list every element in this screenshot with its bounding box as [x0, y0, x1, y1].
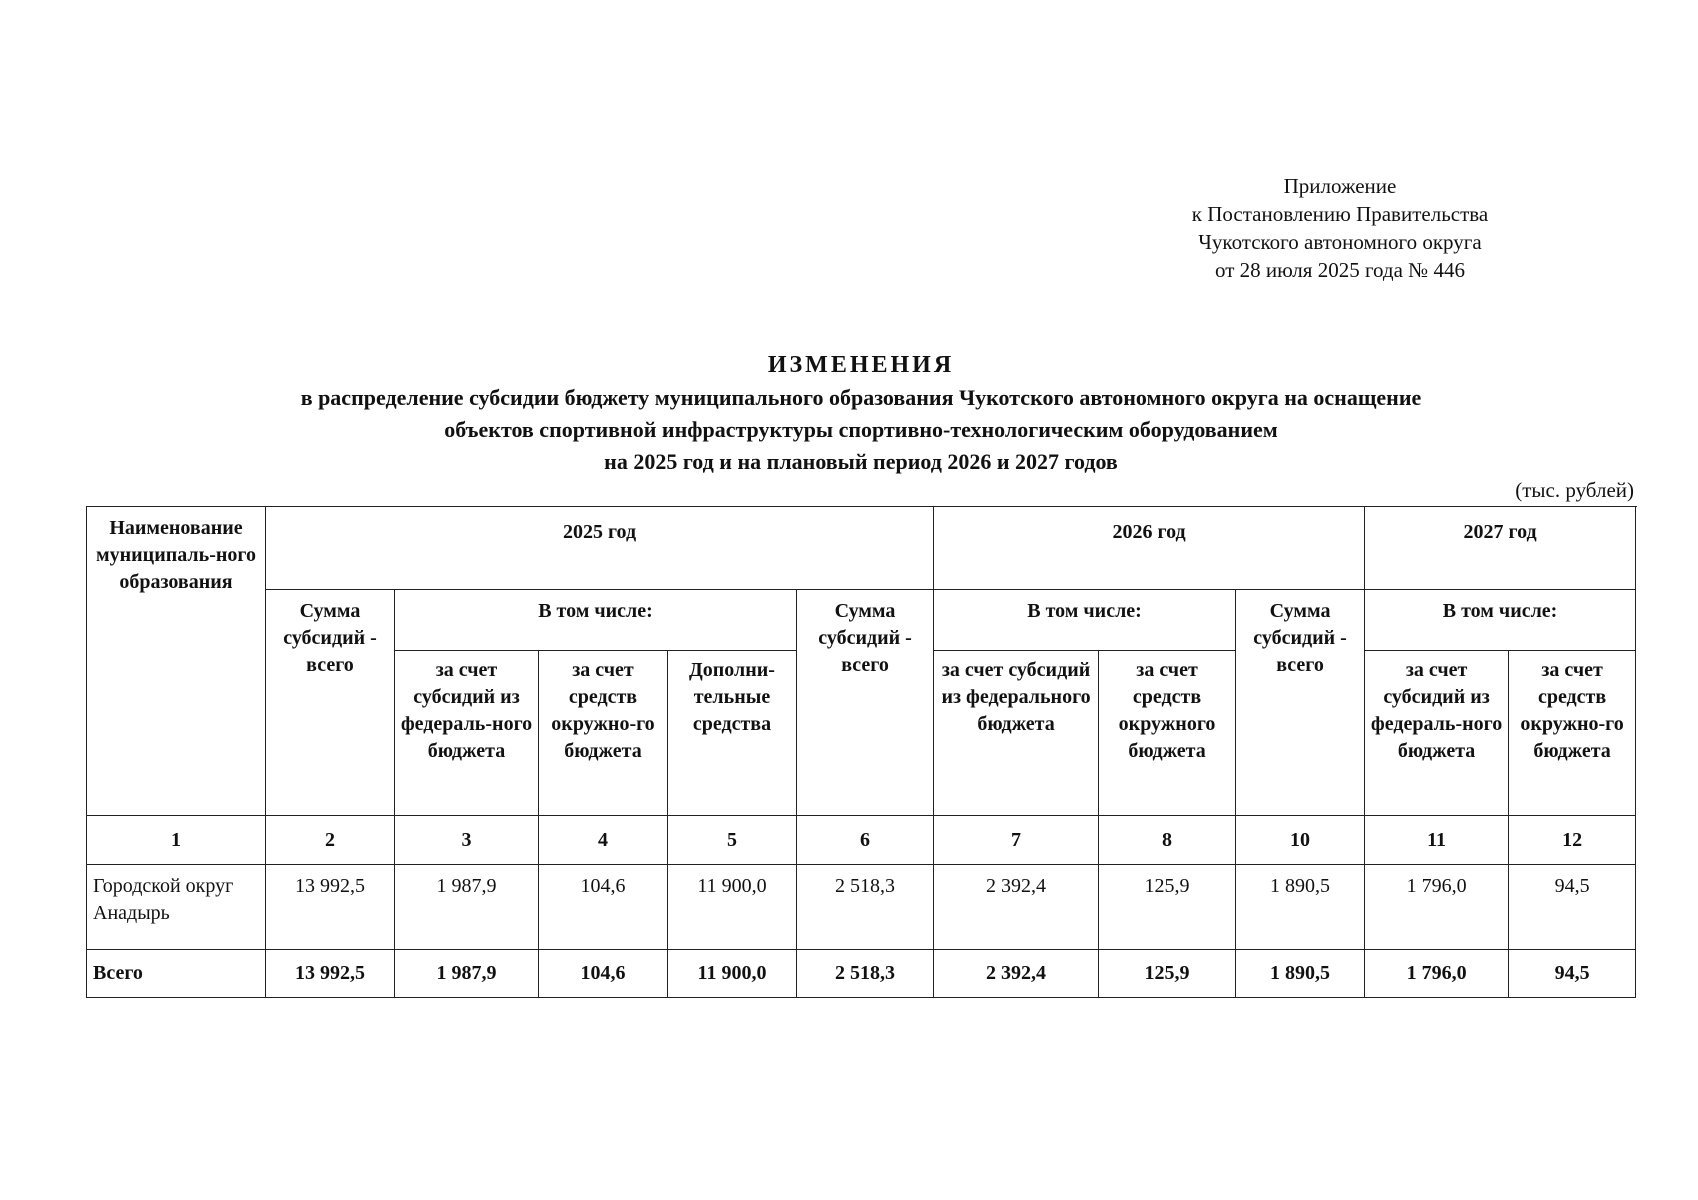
appendix-reference: к Постановлению Правительства: [1191, 202, 1489, 226]
total-cell: 125,9: [1099, 950, 1236, 998]
table-cell: 1 987,9: [395, 865, 539, 950]
column-number: 12: [1509, 816, 1636, 865]
total-cell: 1 796,0: [1365, 950, 1509, 998]
header-2025-federal: за счет субсидий из федераль-ного бюджета: [395, 651, 539, 816]
column-number: 5: [668, 816, 797, 865]
header-2027-federal: за счет субсидий из федераль-ного бюджета: [1365, 651, 1509, 816]
header-row-years: [87, 507, 1636, 590]
column-number: 4: [539, 816, 668, 865]
header-2025-additional: Дополни-тельные средства: [668, 651, 797, 816]
header-year-2027: 2027 год: [1365, 507, 1636, 590]
title-main: ИЗМЕНЕНИЯ: [767, 352, 955, 378]
appendix-title: Приложение: [1283, 174, 1397, 198]
column-number: 11: [1365, 816, 1509, 865]
title-line-3: на 2025 год и на плановый период 2026 и 2027 годов: [604, 449, 1118, 474]
table-row: [87, 865, 1636, 950]
column-number-row: [87, 816, 1636, 865]
table-cell: 1 890,5: [1236, 865, 1365, 950]
column-number: 8: [1099, 816, 1236, 865]
table-cell: 11 900,0: [668, 865, 797, 950]
header-2025-regional: за счет средств окружно-го бюджета: [539, 651, 668, 816]
total-cell: 2 518,3: [797, 950, 934, 998]
table-cell: 94,5: [1509, 865, 1636, 950]
header-sum-2027: Сумма субсидий - всего: [1236, 590, 1365, 816]
table-cell: 13 992,5: [266, 865, 395, 950]
appendix-block: [1180, 172, 1500, 284]
column-number: 10: [1236, 816, 1365, 865]
total-cell: 94,5: [1509, 950, 1636, 998]
subsidy-distribution-table: [86, 506, 1636, 998]
table-cell: 125,9: [1099, 865, 1236, 950]
header-sum-2025: Сумма субсидий - всего: [266, 590, 395, 816]
column-number: 1: [87, 816, 266, 865]
header-2027-regional: за счет средств окружно-го бюджета: [1509, 651, 1636, 816]
header-row-groups: [87, 590, 1636, 651]
total-cell: 1 890,5: [1236, 950, 1365, 998]
total-cell: 1 987,9: [395, 950, 539, 998]
document-title: [86, 348, 1636, 478]
table-cell: 2 518,3: [797, 865, 934, 950]
header-municipality: Наименование муниципаль-ного образования: [87, 507, 266, 816]
column-number: 6: [797, 816, 934, 865]
table-cell: 104,6: [539, 865, 668, 950]
header-year-2025: 2025 год: [266, 507, 934, 590]
total-cell: 13 992,5: [266, 950, 395, 998]
header-2026-regional: за счет средств окружного бюджета: [1099, 651, 1236, 816]
header-2026-federal: за счет субсидий из федерального бюджета: [934, 651, 1099, 816]
title-line-1: в распределение субсидии бюджету муниципального образования Чукотского автономного округа на оснащение: [300, 385, 1422, 410]
total-cell: 104,6: [539, 950, 668, 998]
total-cell: 11 900,0: [668, 950, 797, 998]
appendix-region: Чукотского автономного округа: [1198, 230, 1482, 254]
table-cell: 1 796,0: [1365, 865, 1509, 950]
header-year-2026: 2026 год: [934, 507, 1365, 590]
units-label: (тыс. рублей): [1515, 478, 1634, 502]
municipality-name: Городской округ Анадырь: [87, 865, 266, 950]
column-number: 7: [934, 816, 1099, 865]
header-including-2025: В том числе:: [395, 590, 797, 651]
appendix-date-number: от 28 июля 2025 года № 446: [1215, 258, 1465, 282]
header-sum-2026: Сумма субсидий - всего: [797, 590, 934, 816]
title-line-2: объектов спортивной инфраструктуры спортивно-технологическим оборудованием: [444, 417, 1278, 442]
header-including-2027: В том числе:: [1365, 590, 1636, 651]
total-row: [87, 950, 1636, 998]
column-number: 3: [395, 816, 539, 865]
total-cell: 2 392,4: [934, 950, 1099, 998]
column-number: 2: [266, 816, 395, 865]
total-label: Всего: [87, 950, 266, 998]
table-cell: 2 392,4: [934, 865, 1099, 950]
header-including-2026: В том числе:: [934, 590, 1236, 651]
